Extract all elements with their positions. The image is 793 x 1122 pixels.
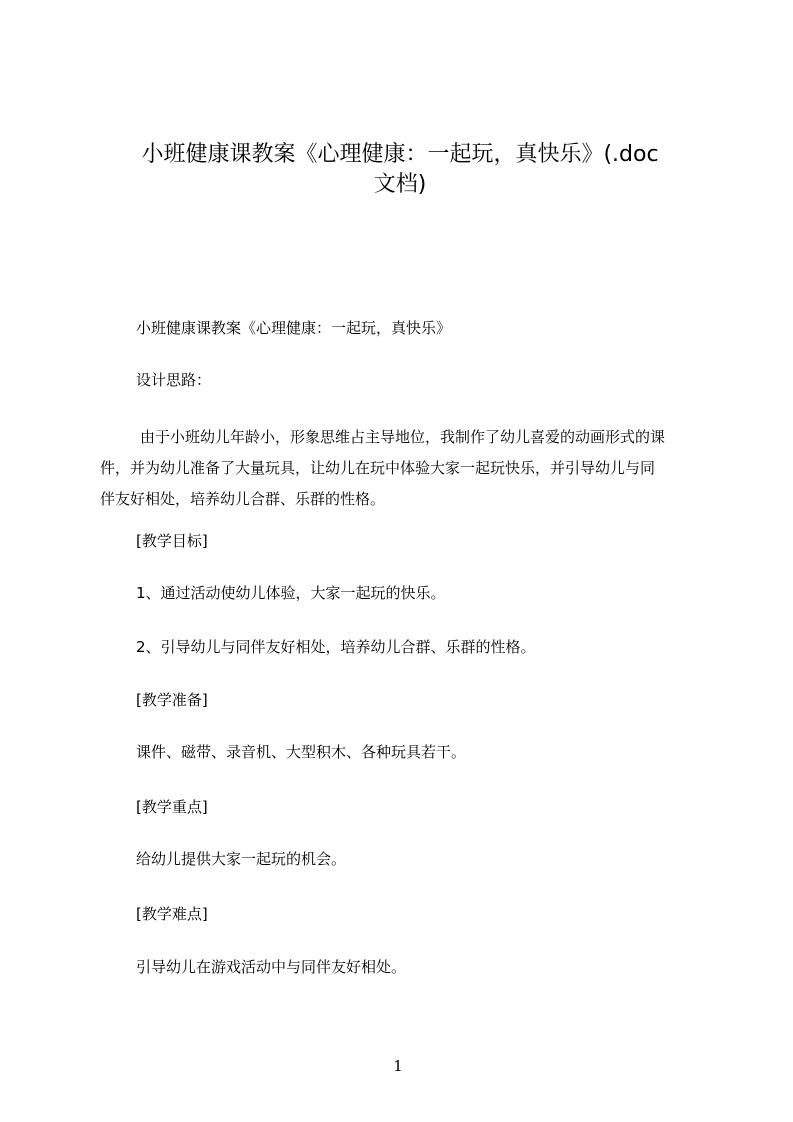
title-line-1: 小班健康课教案《心理健康：一起玩，真快乐》(.doc xyxy=(141,142,659,167)
preparation-text: 课件、磁带、录音机、大型积木、各种玩具若干。 xyxy=(136,743,467,761)
difficulty-text: 引导幼儿在游戏活动中与同伴友好相处。 xyxy=(136,958,407,976)
focus-text: 给幼儿提供大家一起玩的机会。 xyxy=(136,850,347,868)
difficulty-heading: [教学难点] xyxy=(136,905,208,923)
design-paragraph-line-1: 由于小班幼儿年龄小，形象思维占主导地位，我制作了幼儿喜爱的动画形式的课 xyxy=(140,428,666,446)
design-paragraph-line-2: 件，并为幼儿准备了大量玩具，让幼儿在玩中体验大家一起玩快乐，并引导幼儿与同 xyxy=(100,459,656,477)
preparation-heading: [教学准备] xyxy=(136,691,208,709)
lesson-subtitle: 小班健康课教案《心理健康：一起玩，真快乐》 xyxy=(136,319,452,337)
goals-heading: [教学目标] xyxy=(136,532,208,550)
goal-item-2: 2、引导幼儿与同伴友好相处，培养幼儿合群、乐群的性格。 xyxy=(136,638,536,656)
document-title xyxy=(100,140,700,200)
title-line-2: 文档) xyxy=(373,172,427,197)
goal-item-1: 1、通过活动使幼儿体验，大家一起玩的快乐。 xyxy=(136,584,446,602)
design-paragraph-line-3: 伴友好相处，培养幼儿合群、乐群的性格。 xyxy=(100,490,386,508)
focus-heading: [教学重点] xyxy=(136,798,208,816)
design-paragraph xyxy=(100,422,700,515)
design-heading: 设计思路： xyxy=(136,371,212,389)
page-number: 1 xyxy=(393,1057,403,1075)
